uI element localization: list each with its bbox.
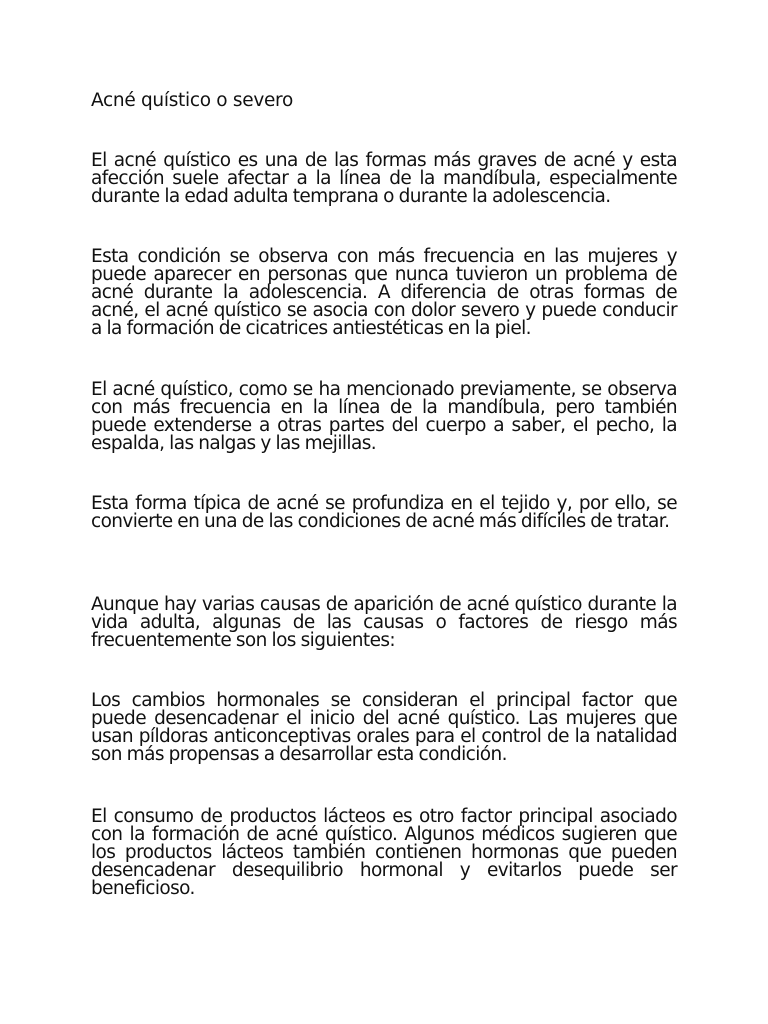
paragraph-3: El acné quístico, como se ha mencionado previamente, se observa con más frecuencia en la línea de la mandíbula, pero también puede extenderse a otras partes del cuerpo a saber, el pecho, la espalda, las nalgas y las mejillas. (91, 379, 677, 454)
paragraph-2: Esta condición se observa con más frecuencia en las mujeres y puede aparecer en personas que nunca tuvieron un problema de acné durante la adolescencia. A diferencia de otras formas de acné, el acné quístico se asocia con dolor severo y puede conducir a la formación de cicatrices antiestéticas en la piel. (91, 246, 677, 339)
document-title: Acné quístico o severo (91, 90, 293, 111)
paragraph-4: Esta forma típica de acné se profundiza en el tejido y, por ello, se convierte en una de las condiciones de acné más difíciles de tratar. (91, 493, 677, 532)
paragraph-7: El consumo de productos lácteos es otro factor principal asociado con la formación de acné quístico. Algunos médicos sugieren que los productos lácteos también contienen hormonas que pueden desencadenar desequilibrio hormonal y evitarlos puede ser beneficioso. (91, 806, 677, 899)
paragraph-5: Aunque hay varias causas de aparición de acné quístico durante la vida adulta, algunas de las causas o factores de riesgo más frecuentemente son los siguientes: (91, 594, 677, 651)
paragraph-6: Los cambios hormonales se consideran el principal factor que puede desencadenar el inicio del acné quístico. Las mujeres que usan píldoras anticonceptivas orales para el control de la natalidad son más propensas a desarrollar esta condición. (91, 690, 677, 765)
paragraph-1: El acné quístico es una de las formas más graves de acné y esta afección suele afectar a la línea de la mandíbula, especialmente durante la edad adulta temprana o durante la adolescencia. (91, 150, 677, 207)
